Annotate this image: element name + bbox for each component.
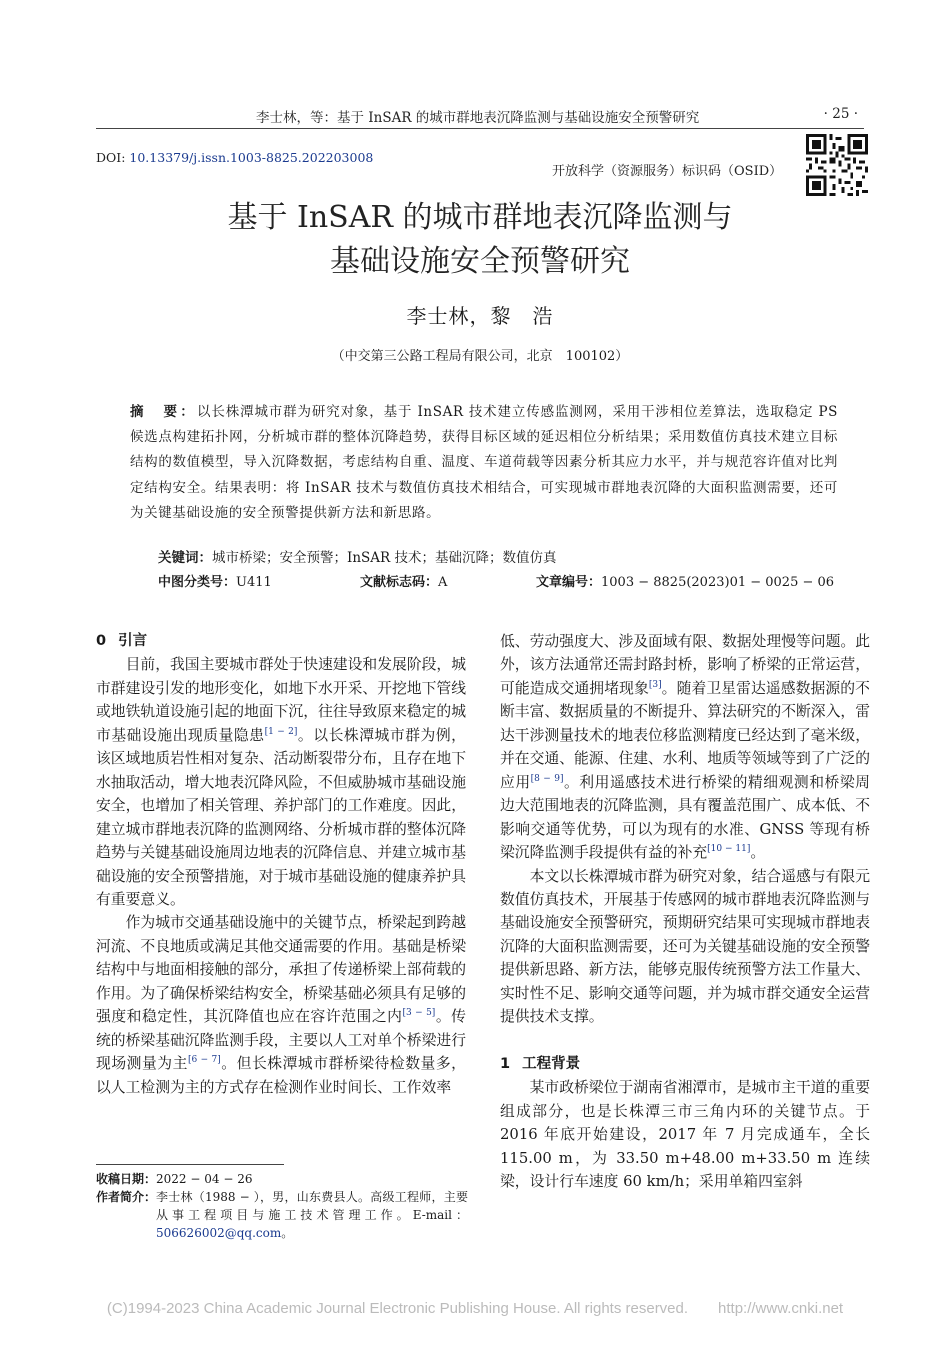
received-date: 收稿日期： 2022 − 04 − 26: [96, 1172, 253, 1186]
author-bio: 作者简介： 李士林（1988 − ），男，山东费县人。高级工程师，主要从事工程项目与施工技术管理工作。E-mail：506626002@qq.com。: [96, 1190, 468, 1240]
page-number: · 25 ·: [823, 106, 858, 122]
affiliation: （中交第三公路工程局有限公司，北京 100102）: [331, 349, 629, 364]
osid-label: 开放科学（资源服务）标识码（OSID）: [552, 164, 783, 179]
citation-link[interactable]: [10 − 11]: [707, 844, 751, 855]
keywords-label: 关键词：: [158, 550, 212, 566]
abstract: [130, 400, 838, 526]
authors: 李士林，黎 浩: [406, 304, 554, 328]
qr-code-icon: [806, 134, 868, 196]
citation-link[interactable]: [6 − 7]: [187, 1055, 221, 1066]
body-column-right: [500, 630, 870, 1193]
abstract-text: 以长株潭城市群为研究对象，基于 InSAR 技术建立传感监测网，采用干涉相位差算法，选取稳定 PS 候选点构建拓扑网，分析城市群的整体沉降趋势，获得目标区域的延迟相位分析结果；采用数值仿真技术建立目标结构的数值模型，导入沉降数据，考虑结构自重、温度、车道荷载等因素分析其应力水平，并与规范容许值对比判定结构安全。结果表明：将 InSAR 技术与数值仿真技术相结合，可实现城市群地表沉降的大面积监测需要，还可为关键基础设施的安全预警提供新方法和新思路。: [130, 404, 839, 521]
footnote-rule: [96, 1164, 284, 1165]
citation-link[interactable]: [8 − 9]: [530, 773, 564, 784]
paragraph-continued: 低、劳动强度大、涉及面域有限、数据处理慢等问题。此外，该方法通常还需封路封桥，影响了桥梁的正常运营，可能造成交通拥堵现象[3]。随着卫星雷达遥感数据源的不断丰富、数据质量的不断提升、算法研究的不断深入，雷达干涉测量技术的地表位移监测精度已经达到了毫米级，并在交通、能源、住建、水利、地质等领域等到了广泛的应用[8 − 9]。利用遥感技术进行桥梁的精细观测和桥梁周边大范围地表的沉降监测，具有覆盖范围广、成本低、不影响交通等优势，可以为现有的水准、GNSS 等现有桥梁沉降监测手段提供有益的补充[10 − 11]。: [500, 633, 870, 862]
section-heading-1: 1 工程背景: [500, 1055, 581, 1072]
running-header: [96, 106, 864, 128]
paper-title: [96, 196, 864, 284]
footnote: [96, 1170, 468, 1242]
abstract-label: 摘 要：: [130, 404, 198, 420]
doi-link[interactable]: 10.13379/j.issn.1003-8825.202203008: [129, 150, 374, 165]
email-link[interactable]: 506626002@qq.com: [156, 1226, 282, 1240]
section-heading-0: 0 引言: [96, 633, 148, 649]
continued-text: 低、劳动强度大、涉及面域有限、数据处理慢等问题。此外，该方法通常还需封路封桥，影响了桥梁的正常运营，可能造成交通拥堵现象: [500, 633, 870, 697]
copyright-watermark: (C)1994-2023 China Academic Journal Electronic Publishing House. All rights reserved. http://www.cnki.net: [106, 1300, 844, 1317]
section-gap: [500, 1029, 870, 1053]
paragraph: 某市政桥梁位于湖南省湘潭市，是城市主干道的重要组成部分，也是长株潭三市三角内环的关键节点。于 2016 年底开始建设，2017 年 7 月完成通车，全长 115.00 m，为 33.50 m+48.00 m+33.50 m 连续梁，设计行车速度 60 km/h；采用单箱四室斜: [500, 1079, 870, 1190]
citation-link[interactable]: [3]: [648, 679, 662, 690]
keywords-text: 城市桥梁；安全预警；InSAR 技术；基础沉降；数值仿真: [212, 550, 557, 566]
doi: [96, 150, 373, 165]
title-line-2: 基础设施安全预警研究: [330, 244, 630, 279]
clc-number: 中图分类号：U411: [158, 575, 272, 590]
paragraph: 目前，我国主要城市群处于快速建设和发展阶段，城市群建设引发的地形变化，如地下水开采、开挖地下管线或地铁轨道设施引起的地面下沉，往往导致原来稳定的城市基础设施出现质量隐患[1 − 2]。以长株潭城市群为例，该区域地质岩性相对复杂、活动断裂带分布，且存在地下水抽取活动，增大地表沉降风险，不但威胁城市基础设施安全，也增加了相关管理、养护部门的工作难度。因此，建立城市群地表沉降的监测网络、分析城市群的整体沉降趋势与关键基础设施周边地表的沉降信息、并建立城市基础设施的安全预警措施，对于城市基础设施的健康养护具有重要意义。: [96, 656, 466, 908]
header-rule: [96, 128, 864, 129]
body-column-left: [96, 630, 466, 1099]
citation-link[interactable]: [1 − 2]: [264, 726, 298, 737]
classification-row: [158, 571, 848, 593]
keywords: [158, 546, 556, 566]
article-number: 文章编号：1003 − 8825(2023)01 − 0025 − 06: [536, 575, 835, 590]
paragraph: 作为城市交通基础设施中的关键节点，桥梁起到跨越河流、不良地质或满足其他交通需要的作用。基础是桥梁结构中与地面相接触的部分，承担了传递桥梁上部荷载的作用。为了确保桥梁结构安全，桥梁基础必须具有足够的强度和稳定性，其沉降值也应在容许范围之内[3 − 5]。传统的桥梁基础沉降监测手段，主要以人工对单个桥梁进行现场测量为主[6 − 7]。但长株潭城市群桥梁待检数量多，以人工检测为主的方式存在检测作业时间长、工作效率: [96, 914, 466, 1096]
doi-label: DOI:: [96, 150, 130, 165]
title-line-1: 基于 InSAR 的城市群地表沉降监测与: [227, 200, 733, 235]
paragraph: 本文以长株潭城市群为研究对象，结合遥感与有限元数值仿真技术，开展基于传感网的城市群地表沉降监测与基础设施安全预警研究，预期研究结果可实现城市群地表沉降的大面积监测需要，还可为关键基础设施的安全预警提供新思路、新方法，能够克服传统预警方法工作量大、实时性不足、影响交通等问题，并为城市群交通安全运营提供技术支撑。: [500, 867, 870, 1026]
running-title: 李士林，等：基于 InSAR 的城市群地表沉降监测与基础设施安全预警研究: [256, 110, 700, 126]
document-code: 文献标志码：A: [360, 575, 448, 590]
citation-link[interactable]: [3 − 5]: [402, 1008, 436, 1019]
